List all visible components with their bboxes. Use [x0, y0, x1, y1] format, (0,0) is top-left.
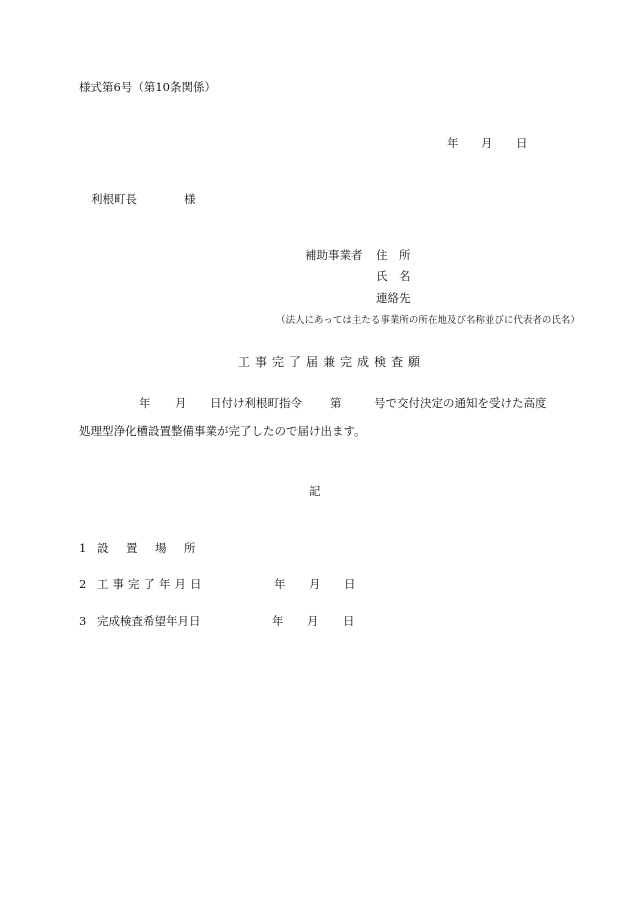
document-title: 工事完了届兼完成検査願: [238, 355, 426, 369]
date-month-label: 月: [481, 136, 493, 150]
addressee-honorific: 様: [184, 192, 196, 206]
applicant-contact-label: 連絡先: [376, 291, 411, 305]
body-month-label: 月: [175, 396, 187, 410]
item-3-day-label: 日: [343, 614, 355, 628]
applicant-name-label: 氏 名: [376, 269, 411, 283]
item-3-month-label: 月: [307, 614, 319, 628]
item-2-month-label: 月: [309, 577, 321, 591]
body-text-segment-2: 号で交付決定の通知を受けた高度: [374, 396, 547, 410]
body-year-label: 年: [139, 396, 151, 410]
body-line-2: 処理型浄化槽設置整備事業が完了したので届け出ます。: [79, 424, 366, 438]
item-3-year-label: 年: [272, 614, 284, 628]
item-3-label: 完成検査希望年月日: [97, 614, 201, 628]
item-3-number: 3: [79, 614, 87, 628]
item-2-label: 工事完了年月日: [97, 577, 206, 591]
applicant-address-label: 住 所: [376, 248, 411, 262]
addressee-name: 利根町長: [91, 192, 137, 206]
item-2-year-label: 年: [274, 577, 286, 591]
applicant-note: （法人にあっては主たる事業所の所在地及び名称並びに代表者の氏名）: [276, 315, 580, 326]
ki-heading: 記: [309, 484, 321, 498]
item-1-label: 設 置 場 所: [97, 541, 199, 555]
applicant-label: 補助事業者: [305, 248, 363, 262]
item-1-number: 1: [79, 541, 87, 555]
date-day-label: 日: [516, 136, 528, 150]
body-number-prefix: 第: [330, 396, 342, 410]
form-number: 様式第6号（第10条関係）: [79, 80, 216, 94]
date-year-label: 年: [447, 136, 459, 150]
body-text-segment-1: 日付け利根町指令: [210, 396, 302, 410]
item-2-day-label: 日: [344, 577, 356, 591]
item-2-number: 2: [79, 577, 87, 591]
